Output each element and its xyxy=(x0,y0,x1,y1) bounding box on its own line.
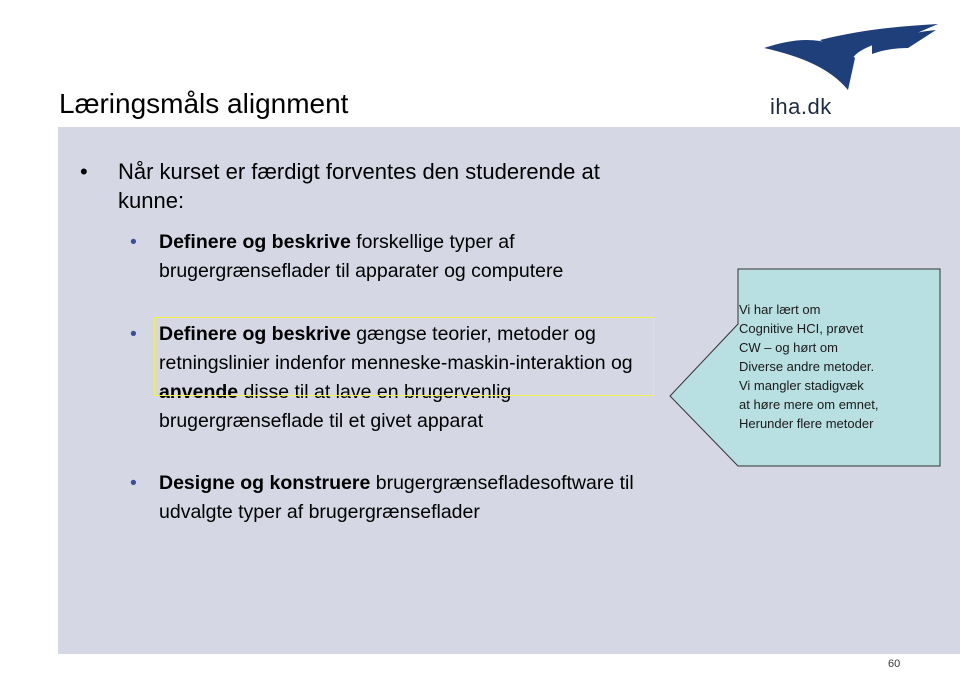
callout-line: Diverse andre metoder. xyxy=(739,359,875,374)
page-number: 60 xyxy=(888,658,901,670)
callout-line: Herunder flere metoder xyxy=(739,416,874,431)
bullet-dot-icon: • xyxy=(130,472,137,494)
callout-line: Vi mangler stadigvæk xyxy=(739,378,864,393)
callout-line: CW – og hørt om xyxy=(739,340,838,355)
callout-line: Cognitive HCI, prøvet xyxy=(739,321,864,336)
callout-text xyxy=(739,300,939,433)
item-text: forskellige typer af brugergrænseflader til apparater og computere xyxy=(159,231,564,282)
item-text: gængse teorier, metoder og retningslinier indenfor menneske-maskin-interaktion og xyxy=(159,323,633,374)
bullet-dot-icon: • xyxy=(130,231,137,253)
item-bold: Definere og beskrive xyxy=(159,231,351,253)
item-bold: Designe og konstruere xyxy=(159,472,371,494)
list-item xyxy=(130,469,650,527)
slide-title: Læringsmåls alignment xyxy=(59,88,349,119)
list-item xyxy=(130,228,650,318)
bullet-dot-icon: • xyxy=(80,159,88,184)
item-text: brugergrænsefladesoftware til udvalgte typer af brugergrænseflader xyxy=(159,472,634,523)
main-bullet xyxy=(80,157,600,215)
logo-text: iha.dk xyxy=(770,94,832,119)
highlight-box xyxy=(154,317,654,396)
main-bullet-text: Når kurset er færdigt forventes den studerende at kunne: xyxy=(118,159,600,213)
item-bold: Definere og beskrive xyxy=(159,323,351,345)
bullet-dot-icon: • xyxy=(130,323,137,345)
callout-line: at høre mere om emnet, xyxy=(739,397,879,412)
item-bold-2: anvende xyxy=(159,381,239,403)
item-text-2: disse til at lave en brugervenlig brugergrænseflade til et givet apparat xyxy=(159,381,512,432)
callout-line: Vi har lært om xyxy=(739,302,821,317)
